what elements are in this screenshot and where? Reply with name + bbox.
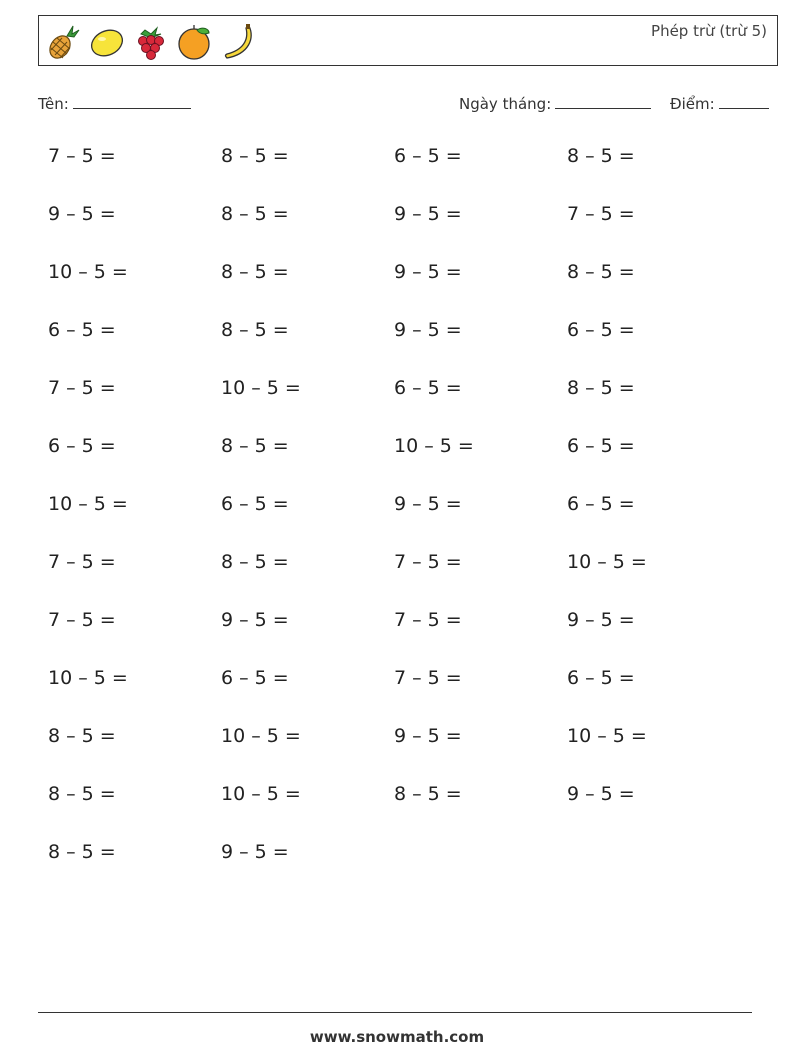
- date-label: Ngày tháng:: [459, 95, 552, 113]
- problem-item: 8 – 5 =: [48, 725, 116, 747]
- name-blank: [73, 94, 191, 109]
- score-blank: [719, 94, 769, 109]
- problem-item: 6 – 5 =: [567, 435, 635, 457]
- problem-item: 7 – 5 =: [48, 377, 116, 399]
- problem-item: 6 – 5 =: [567, 667, 635, 689]
- problem-item: 8 – 5 =: [221, 551, 289, 573]
- problem-item: 9 – 5 =: [394, 261, 462, 283]
- problem-item: 6 – 5 =: [221, 493, 289, 515]
- problem-item: 9 – 5 =: [394, 319, 462, 341]
- problem-item: 10 – 5 =: [48, 667, 128, 689]
- problem-item: 9 – 5 =: [567, 783, 635, 805]
- footer-website: www.snowmath.com: [309, 1028, 485, 1046]
- date-field: [459, 94, 651, 113]
- problem-item: 6 – 5 =: [221, 667, 289, 689]
- problem-item: 9 – 5 =: [221, 841, 289, 863]
- problem-item: 8 – 5 =: [48, 783, 116, 805]
- problem-item: 7 – 5 =: [394, 551, 462, 573]
- problem-item: 7 – 5 =: [48, 551, 116, 573]
- problem-item: 10 – 5 =: [221, 377, 301, 399]
- problem-item: 8 – 5 =: [221, 435, 289, 457]
- problem-item: 10 – 5 =: [394, 435, 474, 457]
- problem-item: 10 – 5 =: [567, 725, 647, 747]
- problem-item: 10 – 5 =: [221, 783, 301, 805]
- problem-item: 6 – 5 =: [394, 377, 462, 399]
- problem-item: 7 – 5 =: [48, 145, 116, 167]
- name-label: Tên:: [38, 95, 69, 113]
- problem-item: 9 – 5 =: [48, 203, 116, 225]
- footer-divider: [38, 1012, 752, 1013]
- problem-item: 10 – 5 =: [567, 551, 647, 573]
- problem-item: 6 – 5 =: [567, 493, 635, 515]
- date-blank: [555, 94, 651, 109]
- worksheet-title: Phép trừ (trừ 5): [651, 22, 767, 40]
- problem-item: 8 – 5 =: [567, 145, 635, 167]
- problem-item: 9 – 5 =: [394, 725, 462, 747]
- problem-item: 9 – 5 =: [567, 609, 635, 631]
- raspberry-icon: [131, 22, 171, 62]
- problem-item: 8 – 5 =: [394, 783, 462, 805]
- problem-item: 6 – 5 =: [48, 319, 116, 341]
- pineapple-icon: [43, 22, 83, 62]
- problem-item: 9 – 5 =: [394, 493, 462, 515]
- problem-item: 7 – 5 =: [48, 609, 116, 631]
- problem-item: 10 – 5 =: [48, 493, 128, 515]
- problem-item: 8 – 5 =: [221, 203, 289, 225]
- lemon-icon: [87, 22, 127, 62]
- problem-item: 8 – 5 =: [221, 145, 289, 167]
- problem-item: 6 – 5 =: [48, 435, 116, 457]
- problem-item: 8 – 5 =: [567, 377, 635, 399]
- problem-item: 10 – 5 =: [221, 725, 301, 747]
- problem-item: 9 – 5 =: [394, 203, 462, 225]
- problem-item: 7 – 5 =: [567, 203, 635, 225]
- score-label: Điểm:: [670, 95, 715, 113]
- name-field: [38, 94, 191, 113]
- problem-item: 7 – 5 =: [394, 667, 462, 689]
- problem-item: 10 – 5 =: [48, 261, 128, 283]
- problem-item: 8 – 5 =: [48, 841, 116, 863]
- problem-item: 6 – 5 =: [567, 319, 635, 341]
- problem-item: 8 – 5 =: [221, 261, 289, 283]
- banana-icon: [219, 22, 259, 62]
- problem-item: 8 – 5 =: [221, 319, 289, 341]
- fruit-icons: [43, 20, 259, 64]
- orange-icon: [175, 22, 215, 62]
- problem-item: 8 – 5 =: [567, 261, 635, 283]
- problem-item: 9 – 5 =: [221, 609, 289, 631]
- problem-item: 6 – 5 =: [394, 145, 462, 167]
- score-field: [670, 94, 769, 113]
- worksheet-header: [38, 15, 778, 66]
- problem-item: 7 – 5 =: [394, 609, 462, 631]
